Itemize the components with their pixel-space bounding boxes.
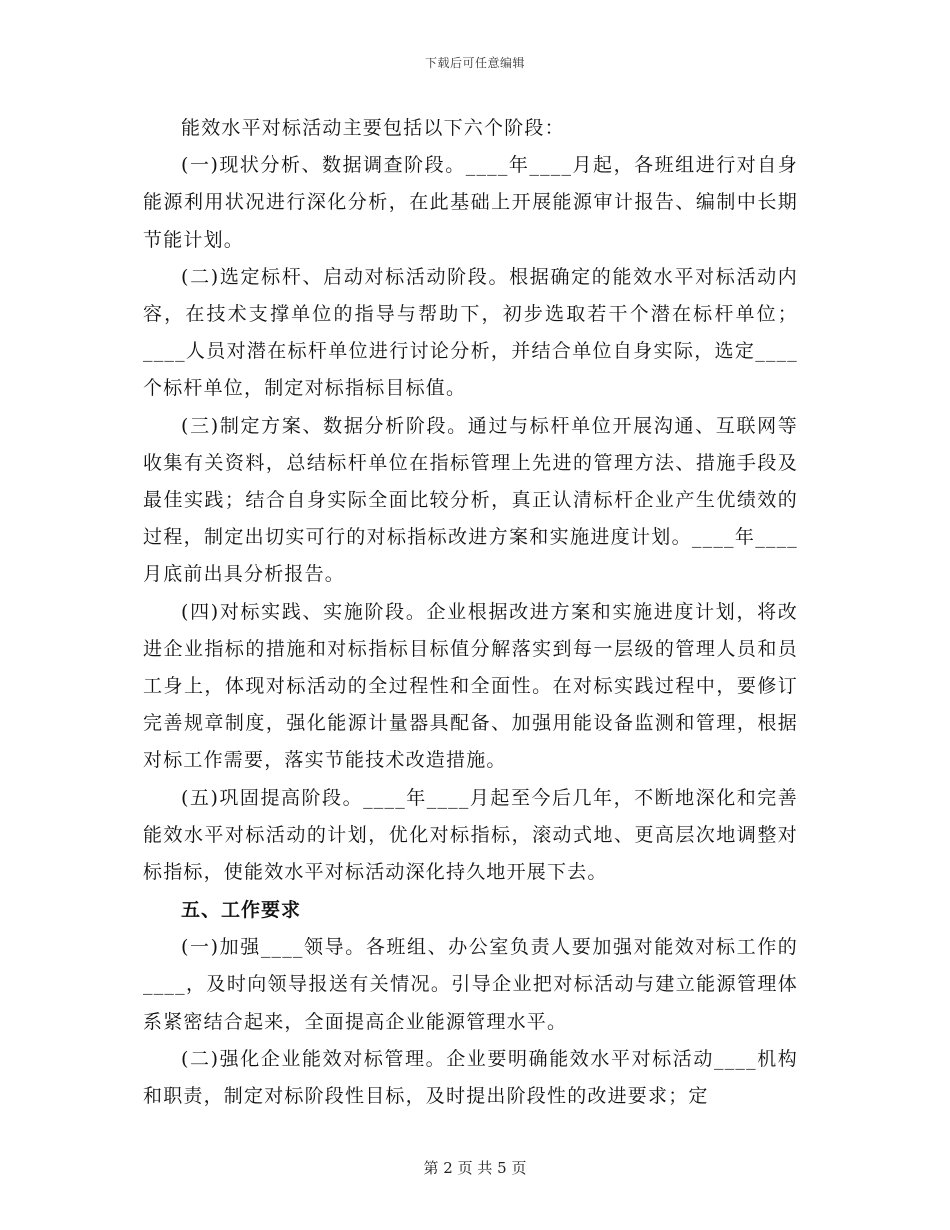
section-heading-work-requirements: 五、工作要求 — [181, 899, 302, 922]
document-body — [143, 110, 798, 1115]
stage-1-paragraph: (一)现状分析、数据调查阶段。____年____月起，各班组进行对自身能源利用状况进行深化分析，在此基础上开展能源审计报告、编制中长期节能计划。 — [143, 154, 798, 251]
page-footer: 第 2 页 共 5 页 — [423, 1159, 527, 1177]
page-header: 下载后可任意编辑 — [424, 56, 525, 70]
intro-paragraph: 能效水平对标活动主要包括以下六个阶段： — [181, 117, 565, 139]
requirement-1-paragraph: (一)加强____领导。各班组、办公室负责人要加强对能效对标工作的____，及时向领导报送有关情况。引导企业把对标活动与建立能源管理体系紧密结合起来，全面提高企业能源管理水平。 — [143, 936, 798, 1033]
stage-2-paragraph: (二)选定标杆、启动对标活动阶段。根据确定的能效水平对标活动内容，在技术支撑单位的指导与帮助下，初步选取若干个潜在标杆单位；____人员对潜在标杆单位进行讨论分析，并结合单位自身实际，选定____个标杆单位，制定对标指标目标值。 — [143, 265, 798, 400]
stage-5-paragraph: (五)巩固提高阶段。____年____月起至今后几年，不断地深化和完善能效水平对标活动的计划，优化对标指标，滚动式地、更高层次地调整对标指标，使能效水平对标活动深化持久地开展下去。 — [143, 786, 798, 884]
stage-4-paragraph: (四)对标实践、实施阶段。企业根据改进方案和实施进度计划，将改进企业指标的措施和对标指标目标值分解落实到每一层级的管理人员和员工身上，体现对标活动的全过程性和全面性。在对标实践过程中，要修订完善规章制度，强化能源计量器具配备、加强用能设备监测和管理，根据对标工作需要，落实节能技术改造措施。 — [143, 600, 798, 772]
stage-3-paragraph: (三)制定方案、数据分析阶段。通过与标杆单位开展沟通、互联网等收集有关资料，总结标杆单位在指标管理上先进的管理方法、措施手段及最佳实践；结合自身实际全面比较分析，真正认清标杆企业产生优绩效的过程，制定出切实可行的对标指标改进方案和实施进度计划。____年____月底前出具分析报告。 — [143, 414, 798, 586]
requirement-2-paragraph: (二)强化企业能效对标管理。企业要明确能效水平对标活动____机构和职责，制定对标阶段性目标，及时提出阶段性的改进要求；定 — [143, 1047, 798, 1108]
